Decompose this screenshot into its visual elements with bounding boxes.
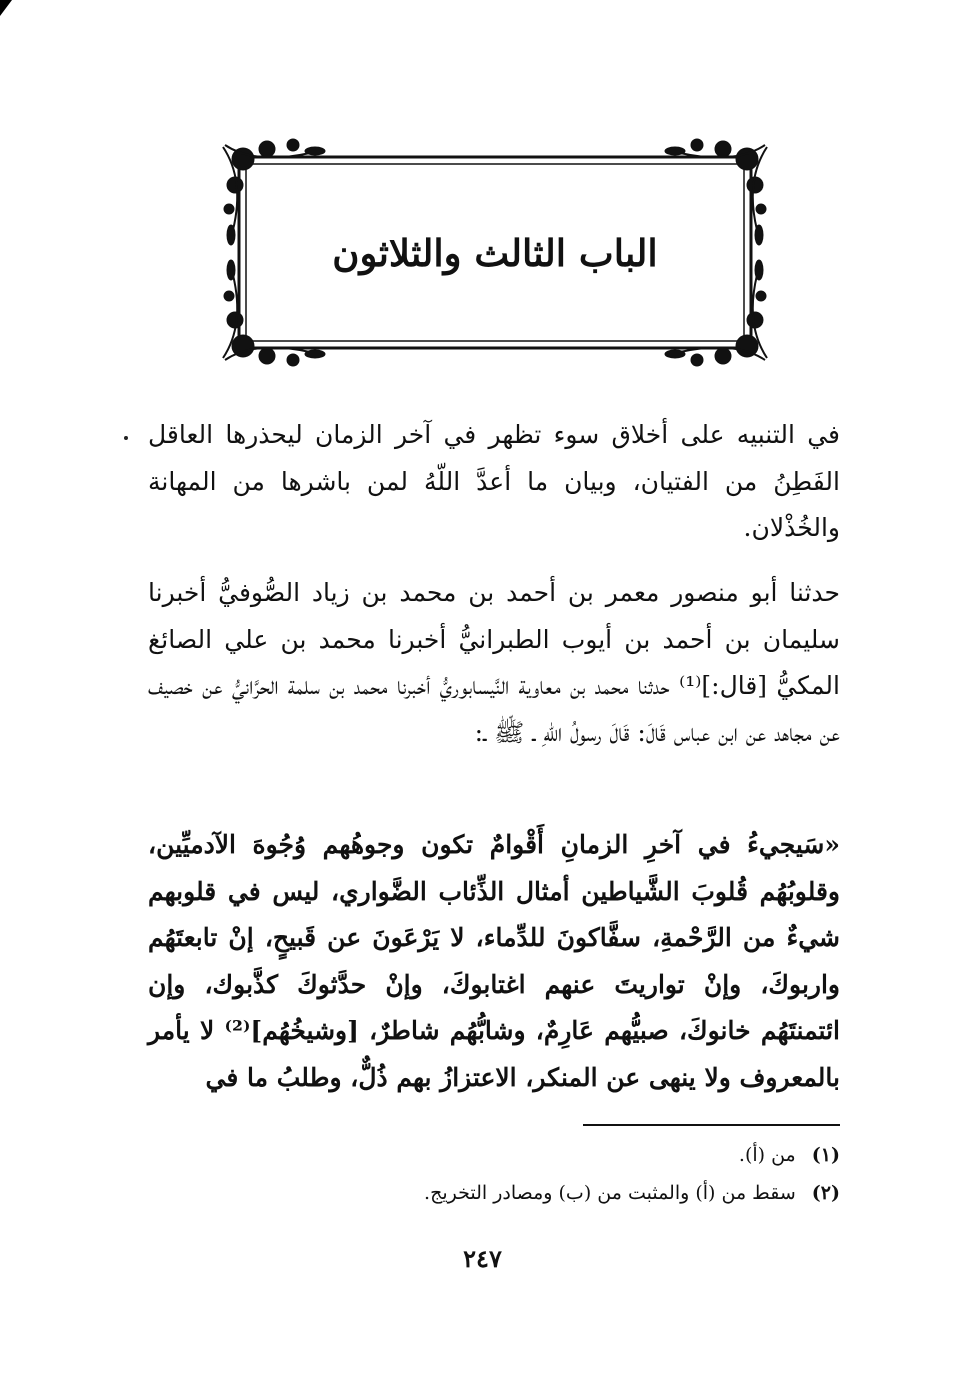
scan-dot [124,436,128,440]
hadith-paragraph: «سَيجيءُ في آخرِ الزمانِ أَقْوامٌ تكون وجوهُهم وُجُوهَ الآدميِّين، وقلوبُهُم قُلوبَ الشَّياطين أمثال الذِّئاب الضَّواري، ليس في قلوبهم شيءٌ من الرَّحْمةِ، سفَّاكونَ للدِّماء، لا يَرْعَونَ عن قَبيحٍ، إنْ تابعتَهُم واربوكَ، وإنْ تواريتَ عنهم اغتابوكَ، وإنْ حدَّثوكَ كذَّبوك، وإن ائتمنتَهُم خانوكَ، صبيُّهم عَارِمٌ، وشابُّهُم شاطرٌ، [وشيخُهُم]⁽²⁾ لا يأمر بالمعروف ولا ينهى عن المنكر، الاعتزازُ بهم ذُلٌّ، وطلبُ ما في [148,830,841,1092]
scan-corner-mark [0,0,12,16]
footnotes [148,1136,840,1212]
chapter-title: الباب الثالث والثلاثون [332,231,658,275]
footnote-text: من (أ). [738,1144,796,1166]
isnad-paragraph: حدثنا أبو منصور معمر بن أحمد بن محمد بن زياد الصُّوفيُّ أخبرنا سليمان بن أحمد بن أيوب الطبرانيُّ أخبرنا محمد بن علي الصائغ المكيُّ [قال:]⁽¹⁾ حدثنا محمد بن معاوية النَّيسابوريُّ أخبرنا محمد بن سلمة الحرَّانيُّ عن خصيف عن مجاهد عن ابن عباس قَالَ: قَالَ رسولُ اللّهِ ـ ﷺ ـ: [148,578,840,747]
footnote-2 [148,1174,840,1212]
footnote-number: (٢) [811,1182,840,1204]
chapter-title-frame [215,135,775,370]
page-number: ٢٤٧ [463,1244,502,1273]
footnote-divider [583,1124,840,1126]
footnote-text: سقط من (أ) والمثبت من (ب) ومصادر التخريج. [424,1182,796,1204]
footnote-number: (١) [811,1144,840,1166]
intro-paragraph: في التنبيه على أخلاق سوء تظهر في آخر الزمان ليحذرها العاقل الفَطِنُ من الفتيان، وبيان ما أعدَّ اللّهُ لمن باشرها من المهانة والخُذْلان. [148,420,840,542]
footnote-1 [148,1136,840,1174]
